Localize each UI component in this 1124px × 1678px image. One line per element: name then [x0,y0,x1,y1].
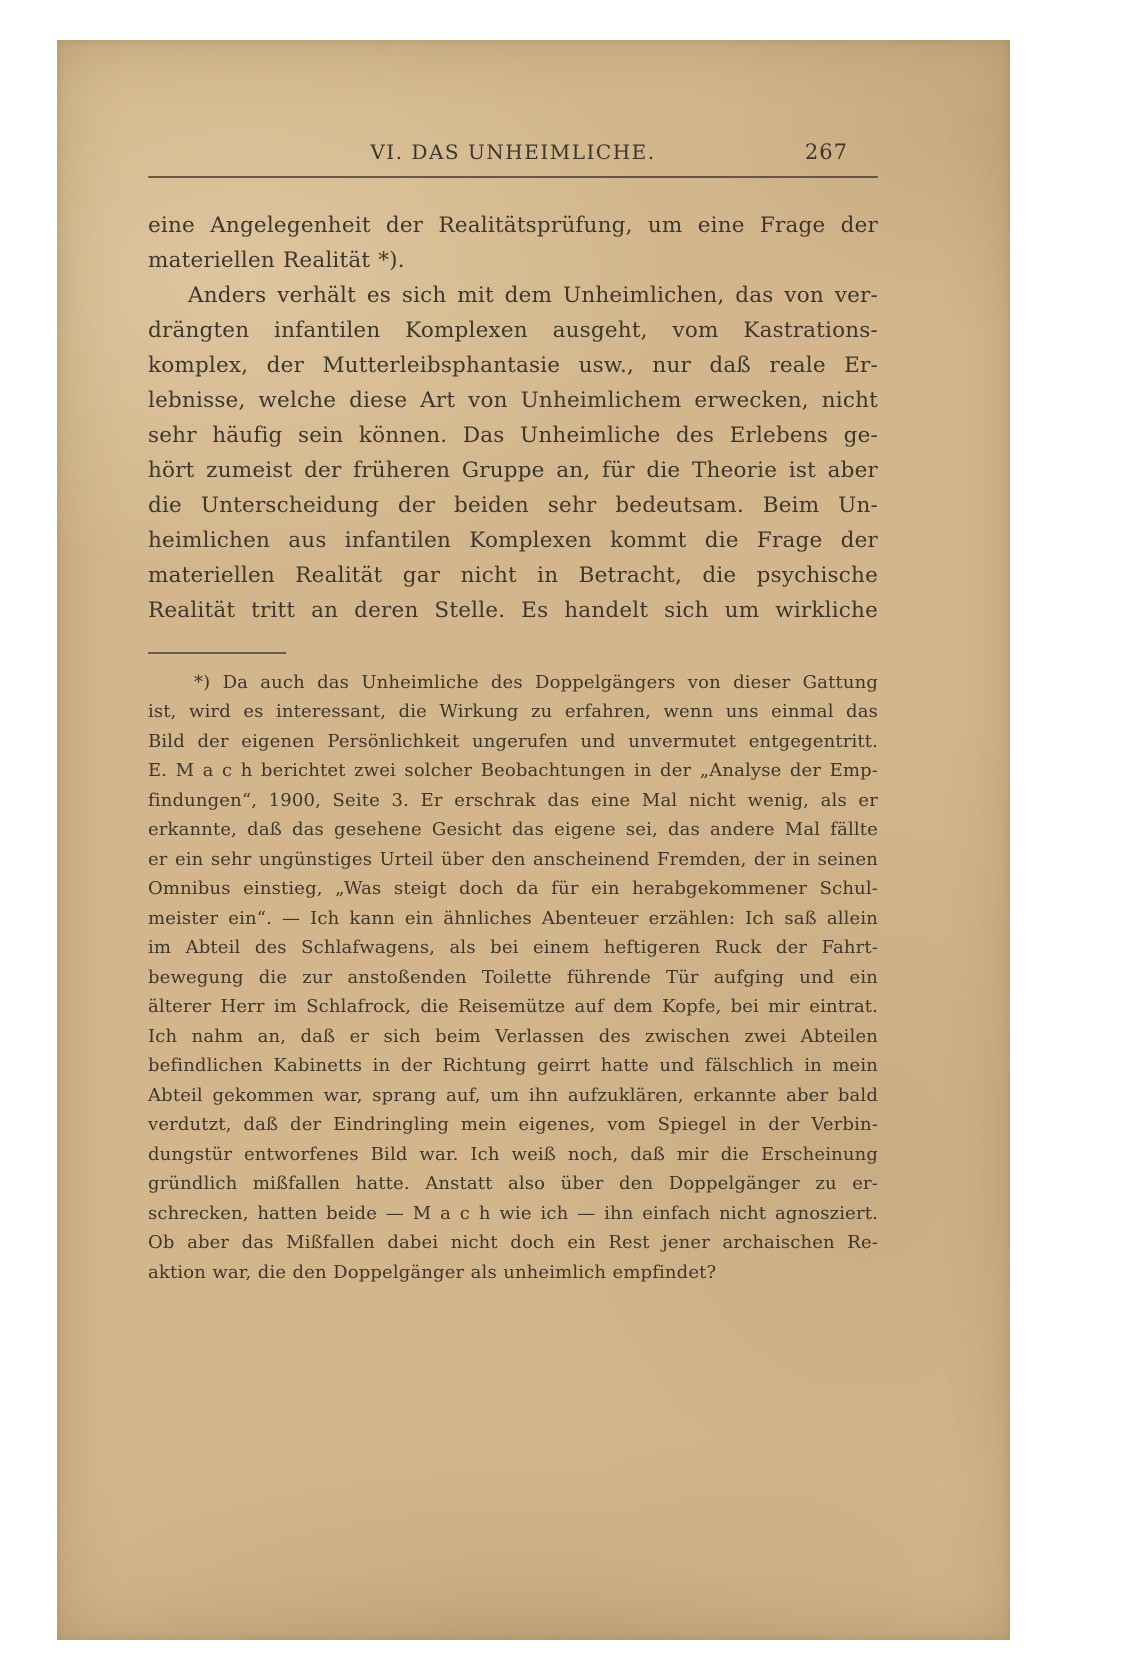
text-line: drängten infantilen Komplexen ausgeht, vom Kastrations- [148,318,878,343]
text-line: sehr häufig sein können. Das Unheimliche des Erlebens ge- [148,423,878,448]
text-line: Omnibus einstieg, „Was steigt doch da für ein herabgekommener Schul- [148,878,878,899]
text-line: die Unterscheidung der beiden sehr bedeutsam. Beim Un- [148,493,878,518]
text-line: dungstür entworfenes Bild war. Ich weiß noch, daß mir die Erscheinung [148,1143,878,1165]
text-line: E. M a c h berichtet zwei solcher Beobachtungen in der „Analyse der Emp- [148,760,878,781]
text-line: befindlichen Kabinetts in der Richtung geirrt hatte und fälschlich in mein [148,1055,878,1076]
footnote-text [148,668,878,1288]
text-line: aktion war, die den Doppelgänger als unheimlich empfindet? [148,1261,717,1283]
text-line: Ob aber das Mißfallen dabei nicht doch ein Rest jener archaischen Re- [148,1232,878,1253]
text-line: im Abteil des Schlafwagens, als bei einem heftigeren Ruck der Fahrt- [148,937,878,958]
header-rule [148,176,878,178]
text-line: gründlich mißfallen hatte. Anstatt also über den Doppelgänger zu er- [148,1173,878,1194]
text-line: ist, wird es interessant, die Wirkung zu erfahren, wenn uns einmal das [148,701,878,722]
text-line: *) Da auch das Unheimliche des Doppelgängers von dieser Gattung [194,671,878,693]
body-text [148,208,878,628]
text-line: Ich nahm an, daß er sich beim Verlassen des zwischen zwei Abteilen [148,1025,878,1047]
text-line: komplex, der Mutterleibsphantasie usw., nur daß reale Er- [148,353,878,378]
text-line: materiellen Realität gar nicht in Betracht, die psychische [148,563,878,588]
text-line: Realität tritt an deren Stelle. Es handelt sich um wirkliche [148,598,878,623]
book-page [57,40,1010,1640]
page-number: 267 [804,140,848,164]
page-content [148,140,878,1287]
body-paragraph-1 [148,208,878,278]
text-line: meister ein“. — Ich kann ein ähnliches Abenteuer erzählen: Ich saß allein [148,907,878,929]
running-title: VI. DAS UNHEIMLICHE. [370,140,656,164]
text-line: bewegung die zur anstoßenden Toilette führende Tür aufging und ein [148,966,878,988]
text-line: Anders verhält es sich mit dem Unheimlichen, das von ver- [188,283,878,308]
text-line: verdutzt, daß der Eindringling mein eigenes, vom Spiegel in der Verbin- [148,1114,878,1135]
text-line: heimlichen aus infantilen Komplexen kommt die Frage der [148,528,878,553]
text-line: älterer Herr im Schlafrock, die Reisemütze auf dem Kopfe, bei mir eintrat. [148,996,878,1017]
footnote-separator [148,652,286,654]
body-paragraph-2 [148,278,878,628]
text-line: eine Angelegenheit der Realitätsprüfung, um eine Frage der [148,213,878,238]
text-line: Bild der eigenen Persönlichkeit ungerufen und unvermutet entgegentritt. [148,730,878,752]
page-header [148,140,878,166]
text-line: hört zumeist der früheren Gruppe an, für die Theorie ist aber [148,458,878,483]
text-line: er ein sehr ungünstiges Urteil über den anscheinend Fremden, der in seinen [148,848,878,870]
text-line: findungen“, 1900, Seite 3. Er erschrak das eine Mal nicht wenig, als er [148,789,878,811]
text-line: materiellen Realität *). [148,248,405,273]
text-line: erkannte, daß das gesehene Gesicht das eigene sei, das andere Mal fällte [148,819,878,840]
text-line: schrecken, hatten beide — M a c h wie ich — ihn einfach nicht agnosziert. [148,1202,878,1224]
text-line: Abteil gekommen war, sprang auf, um ihn aufzuklären, erkannte aber bald [148,1084,878,1106]
text-line: lebnisse, welche diese Art von Unheimlichem erwecken, nicht [148,388,878,413]
